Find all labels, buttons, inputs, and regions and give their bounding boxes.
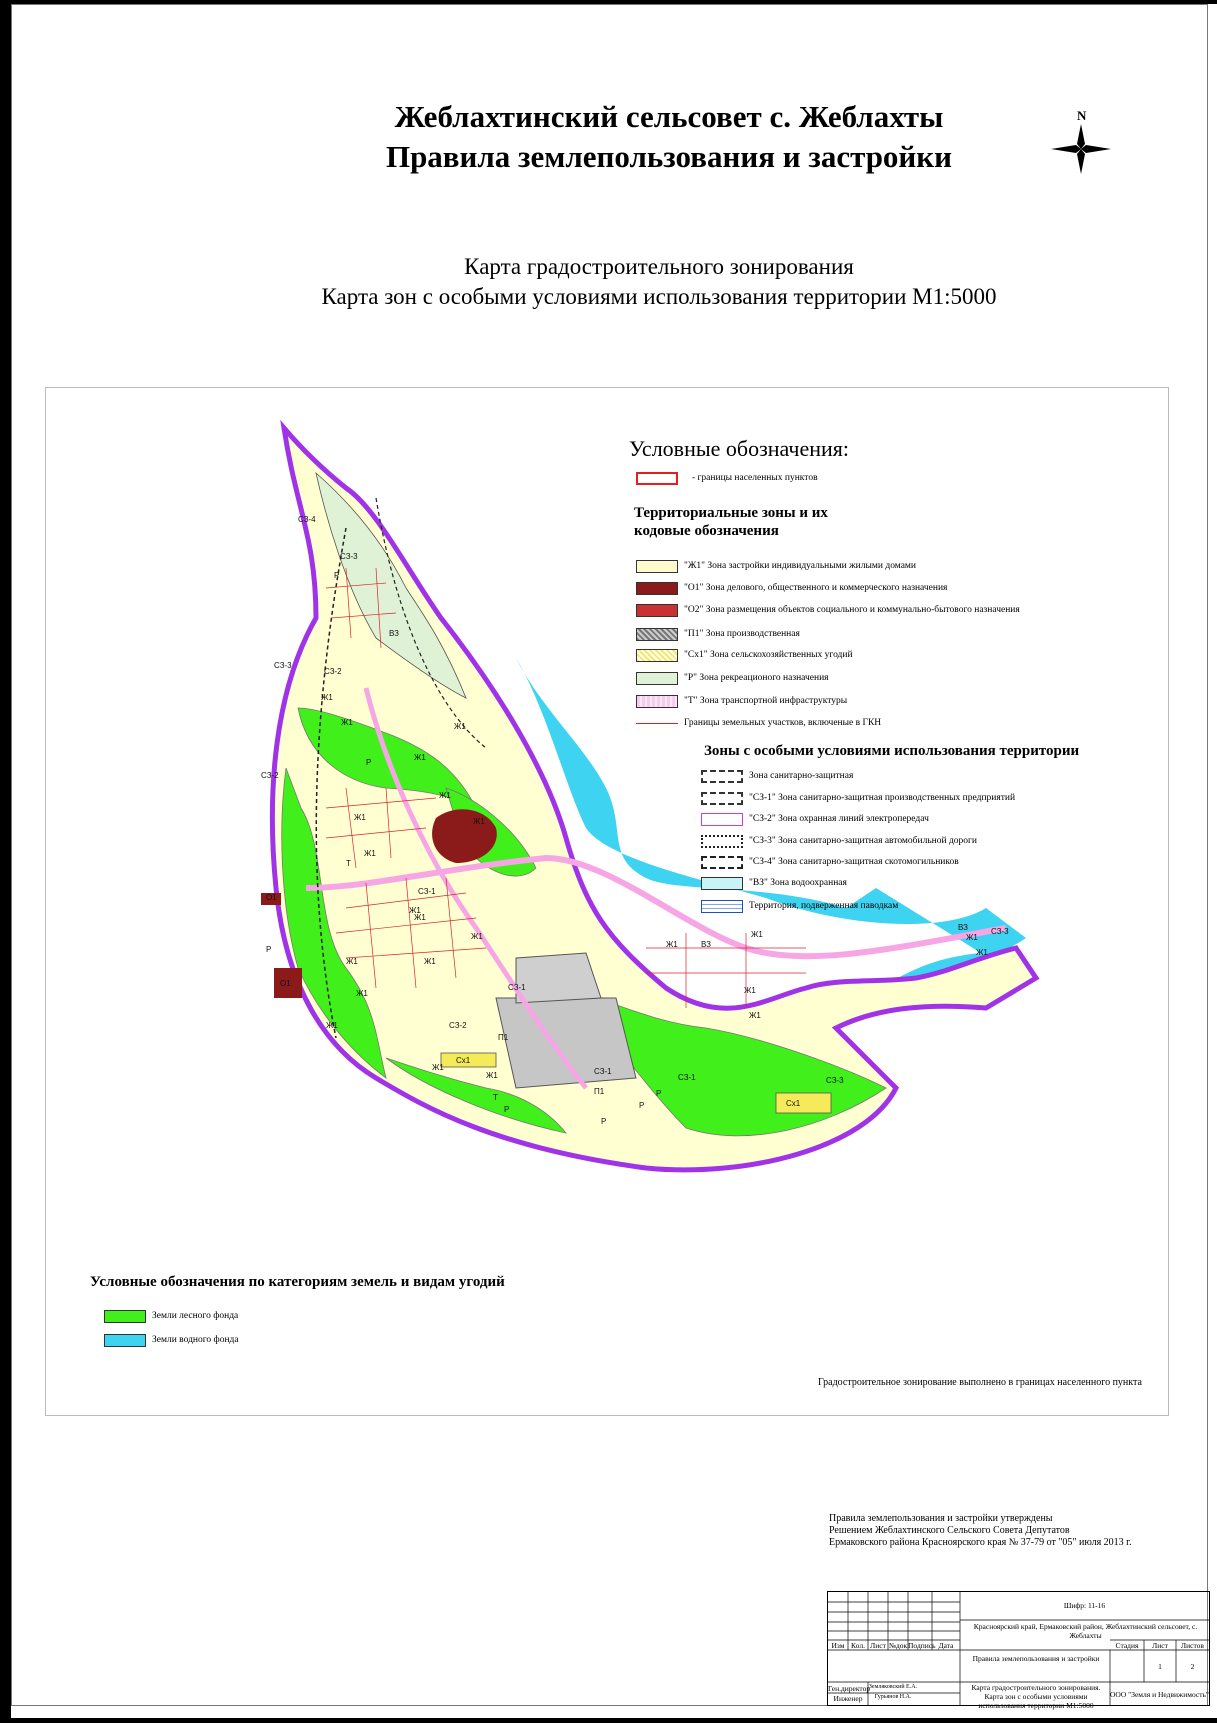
legend-label: "Р" Зона рекреационого назначения bbox=[684, 673, 829, 683]
zoning-note: Градостроительное зонирование выполнено в границах населенного пункта bbox=[818, 1377, 1142, 1388]
land-legend-forest bbox=[104, 1308, 238, 1324]
map-label: СЗ-1 bbox=[594, 1067, 612, 1076]
stamp-name-1: Земляковский Е.А. bbox=[868, 1684, 918, 1690]
legend-label: "О1" Зона делового, общественного и коммерческого назначения bbox=[684, 583, 948, 593]
flood-swatch-icon bbox=[701, 900, 743, 913]
map-label: СЗ-3 bbox=[274, 661, 292, 670]
stamp-sheet-number: 1 bbox=[1158, 1662, 1162, 1671]
legend-label: "П1" Зона производственная bbox=[684, 629, 800, 639]
map-label: Ж1 bbox=[354, 813, 366, 822]
map-label: Ж1 bbox=[966, 933, 978, 942]
legend-item-parcels bbox=[636, 715, 881, 731]
stamp-role-2: Инженер bbox=[833, 1694, 863, 1703]
title-line-2: Правила землепользования и застройки bbox=[385, 139, 953, 174]
map-label: СЗ-3 bbox=[826, 1076, 844, 1085]
approval-line-2: Решением Жеблахтинского Сельского Совета Депутатов bbox=[829, 1525, 1070, 1536]
legend-swatch bbox=[636, 649, 678, 662]
legend-swatch bbox=[104, 1310, 146, 1323]
legend-label: "Ж1" Зона застройки индивидуальными жилыми домами bbox=[684, 561, 917, 571]
subtitle-line-2: Карта зон с особыми условиями использования территории М1:5000 bbox=[321, 284, 997, 309]
map-label: ВЗ bbox=[958, 923, 968, 932]
map-label: Ж1 bbox=[356, 989, 368, 998]
stamp-header: Дата bbox=[938, 1641, 954, 1650]
map-label: Т bbox=[346, 859, 351, 868]
legend-label: "СЗ-2" Зона охранная линий электропередач bbox=[749, 814, 929, 824]
agriculture-zone-1 bbox=[776, 1093, 831, 1113]
map-label: СЗ-2 bbox=[324, 667, 342, 676]
boundary-swatch bbox=[636, 472, 678, 485]
map-label: Ж1 bbox=[341, 718, 353, 727]
legend-swatch bbox=[636, 604, 678, 617]
map-label: Ж1 bbox=[364, 849, 376, 858]
legend-swatch bbox=[701, 877, 743, 890]
legend-item-p1 bbox=[636, 626, 800, 642]
map-label: Ж1 bbox=[751, 930, 763, 939]
legend-heading: Условные обозначения: bbox=[629, 436, 850, 461]
stamp-header: Кол. bbox=[851, 1641, 865, 1650]
map-label: Р bbox=[266, 945, 272, 954]
industrial-zone-1 bbox=[496, 998, 636, 1088]
map-label: П1 bbox=[498, 1033, 509, 1042]
map-label: СЗ-4 bbox=[298, 515, 316, 524]
stamp-sheet-header: Лист bbox=[1152, 1641, 1168, 1650]
stamp-header: Подпись bbox=[908, 1641, 936, 1650]
legend-label: Земли водного фонда bbox=[152, 1335, 239, 1345]
legend-swatch bbox=[636, 628, 678, 641]
legend-swatch bbox=[636, 582, 678, 595]
map-label: Ж1 bbox=[749, 1011, 761, 1020]
legend-label: Территория, подверженная паводкам bbox=[749, 901, 899, 911]
legend-label: Границы земельных участков, включеные в ГКН bbox=[684, 718, 882, 728]
map-label: Ж1 bbox=[409, 906, 421, 915]
map-label: Ж1 bbox=[976, 948, 988, 957]
map-label: Ж1 bbox=[454, 722, 466, 731]
stamp-location: Красноярский край, Ермаковский район, Жеблахтинский сельсовет, с. Жеблахты bbox=[973, 1622, 1198, 1640]
legend-swatch bbox=[701, 813, 743, 826]
map-label: СЗ-1 bbox=[418, 887, 436, 896]
drawing-sheet bbox=[11, 4, 1217, 1718]
approval-line-1: Правила землепользования и застройки утверждены bbox=[829, 1513, 1053, 1524]
legend-label: "СЗ-4" Зона санитарно-защитная скотомогильников bbox=[749, 857, 959, 867]
map-label: Ж1 bbox=[321, 693, 333, 702]
stamp-header: №док bbox=[888, 1641, 908, 1650]
legend-item-t bbox=[636, 693, 847, 709]
stamp-project: Правила землепользования и застройки bbox=[972, 1654, 1100, 1663]
land-legend-water bbox=[104, 1332, 239, 1348]
industrial-zone-2 bbox=[516, 953, 601, 1003]
map-label: Ж1 bbox=[414, 753, 426, 762]
legend-swatch bbox=[701, 792, 743, 805]
legend-swatch bbox=[636, 695, 678, 708]
map-label: Ж1 bbox=[471, 932, 483, 941]
special-heading: Зоны с особыми условиями использования территории bbox=[704, 743, 1080, 759]
legend-label: "ВЗ" Зона водоохранная bbox=[749, 878, 847, 888]
legend-swatch bbox=[701, 835, 743, 848]
approval-note bbox=[829, 1513, 1132, 1549]
map-label: Ж1 bbox=[744, 986, 756, 995]
legend-item-sz1 bbox=[701, 790, 1015, 806]
map-label: Ж1 bbox=[473, 817, 485, 826]
map-label: Ж1 bbox=[414, 913, 426, 922]
stamp-drawing-title: Карта градостроительного зонирования. Карта зон с особыми условиями использования территории М1:5000 bbox=[971, 1683, 1101, 1710]
territorial-heading-line-2: кодовые обозначения bbox=[634, 523, 779, 539]
map-label: Ж1 bbox=[439, 791, 451, 800]
map-label: СЗ-3 bbox=[340, 552, 358, 561]
legend-swatch bbox=[636, 723, 678, 724]
map-label: Р bbox=[656, 1089, 662, 1098]
territorial-heading-line-1: Территориальные зоны и их bbox=[634, 505, 828, 521]
land-legend-heading: Условные обозначения по категориям земель и видам угодий bbox=[90, 1274, 505, 1290]
stamp-sheets-count: 2 bbox=[1190, 1662, 1195, 1671]
map-label: Р bbox=[334, 571, 340, 580]
map-label: ВЗ bbox=[389, 629, 399, 638]
legend-swatch bbox=[636, 672, 678, 685]
stamp-sheets-header: Листов bbox=[1181, 1641, 1204, 1650]
legend-item-sz4 bbox=[701, 854, 959, 870]
map-label: Ж1 bbox=[666, 940, 678, 949]
map-label: Ж1 bbox=[432, 1063, 444, 1072]
map-label: СЗ-2 bbox=[449, 1021, 467, 1030]
stamp-code: Шифр: 11-16 bbox=[1063, 1601, 1106, 1610]
legend-item-zh1 bbox=[636, 558, 916, 574]
stamp-role-1: Ген.директор bbox=[828, 1684, 871, 1693]
map-label: Р bbox=[366, 758, 372, 767]
stamp-stage-header: Стадия bbox=[1115, 1641, 1139, 1650]
legend-swatch bbox=[701, 856, 743, 869]
subtitle-line-1: Карта градостроительного зонирования bbox=[464, 254, 854, 279]
legend-item-sz3 bbox=[701, 833, 977, 849]
legend-label: "Сх1" Зона сельскохозяйственных угодий bbox=[684, 650, 853, 660]
approval-line-3: Ермаковского района Красноярского края № 37-79 от "05" июля 2013 г. bbox=[829, 1537, 1132, 1548]
stamp-name-2: Гурьянов Н.А. bbox=[874, 1694, 912, 1700]
legend-label: "СЗ-1" Зона санитарно-защитная производственных предприятий bbox=[749, 793, 1016, 803]
legend-item-sz bbox=[701, 768, 853, 784]
map-label: Р bbox=[601, 1117, 607, 1126]
map-frame bbox=[45, 387, 1169, 1416]
stamp-header: Лист bbox=[870, 1641, 886, 1650]
map-label: ВЗ bbox=[701, 940, 711, 949]
map-label: О1 bbox=[266, 893, 277, 902]
map-label: Т bbox=[493, 1093, 498, 1102]
map-label: СЗ-1 bbox=[678, 1073, 696, 1082]
map-label: Ж1 bbox=[346, 957, 358, 966]
map-label: Р bbox=[504, 1105, 510, 1114]
legend-item-r bbox=[636, 670, 829, 686]
legend-swatch bbox=[104, 1334, 146, 1347]
map-label: СЗ-1 bbox=[508, 983, 526, 992]
legend-item-sz2 bbox=[701, 811, 929, 827]
map-label: Ж1 bbox=[486, 1071, 498, 1080]
legend-item-flood bbox=[701, 898, 898, 914]
legend-label: Земли лесного фонда bbox=[152, 1311, 239, 1321]
map-label: Сх1 bbox=[456, 1056, 471, 1065]
map-label: Ж1 bbox=[326, 1021, 338, 1030]
legend-label: "Т" Зона транспортной инфраструктуры bbox=[684, 696, 848, 706]
legend-label: "СЗ-3" Зона санитарно-защитная автомобильной дороги bbox=[749, 836, 978, 846]
title-line-1: Жеблахтинский сельсовет с. Жеблахты bbox=[394, 99, 944, 134]
legend-swatch bbox=[636, 560, 678, 573]
legend-item-sx1 bbox=[636, 647, 853, 663]
legend-item-o1 bbox=[636, 580, 947, 596]
map-label: Ж1 bbox=[424, 957, 436, 966]
legend-label: Зона санитарно-защитная bbox=[749, 771, 854, 781]
stamp-header: Изм bbox=[831, 1641, 845, 1650]
map-label: СЗ-2 bbox=[261, 771, 279, 780]
legend-item-vz bbox=[701, 875, 847, 891]
zoning-map bbox=[46, 388, 1168, 1415]
north-arrow-icon bbox=[1041, 104, 1121, 184]
title-block bbox=[827, 1591, 1210, 1710]
north-label: N bbox=[1077, 108, 1087, 123]
stamp-organization: ООО "Земля и Недвижимость" bbox=[1110, 1690, 1209, 1699]
territorial-heading bbox=[634, 504, 828, 540]
map-label: Сх1 bbox=[786, 1099, 801, 1108]
map-label: СЗ-3 bbox=[991, 927, 1009, 936]
legend-swatch bbox=[701, 770, 743, 783]
legend-label: "О2" Зона размещения объектов социального и коммунально-бытового назначения bbox=[684, 605, 1020, 615]
map-label: П1 bbox=[594, 1087, 605, 1096]
map-label: Р bbox=[639, 1101, 645, 1110]
map-label: О1 bbox=[280, 979, 291, 988]
boundary-label: - границы населенных пунктов bbox=[692, 473, 818, 483]
legend-item-o2 bbox=[636, 602, 1020, 618]
